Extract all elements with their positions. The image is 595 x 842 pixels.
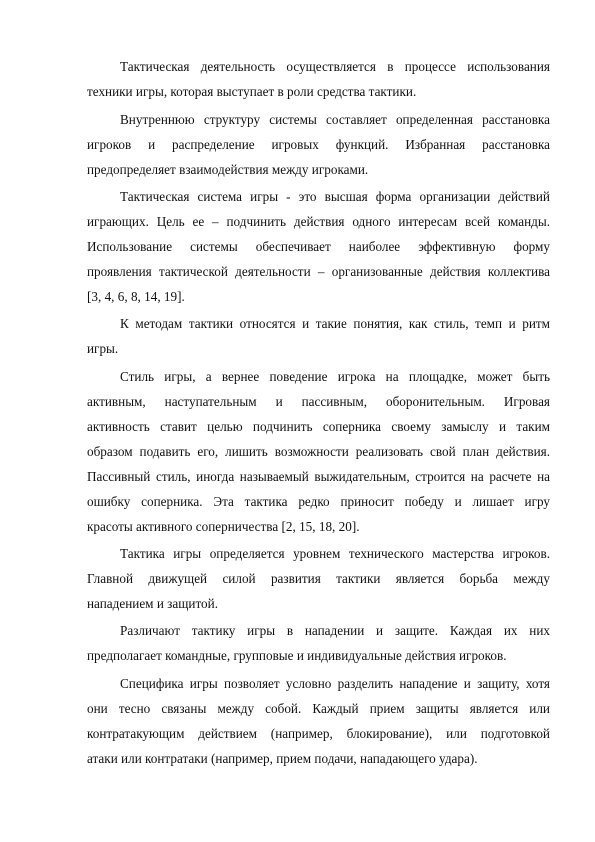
paragraph-3-line-5: [3, 4, 6, 8, 14, 19]. [87,289,185,304]
paragraph-7-line-2: предполагает командные, групповые и индивидуальные действия игроков. [87,648,507,663]
paragraph-1-line-1: Тактическая деятельность осуществляется в процессе использования [120,59,550,74]
paragraph-2-line-1: Внутреннюю структуру системы составляет определенная расстановка [120,112,550,127]
paragraph-5-line-3: активность ставит целью подчинить соперника своему замыслу и таким [87,419,550,434]
paragraph-4-line-1: К методам тактики относятся и такие понятия, как стиль, темп и ритм [120,316,550,331]
paragraph-2-line-3: предопределяет взаимодействия между игроками. [87,162,369,177]
paragraph-8-line-1: Специфика игры позволяет условно разделить нападение и защиту, хотя [120,676,550,691]
paragraph-8-line-3: контратакующим действием (например, блокирование), или подготовкой [87,726,550,741]
paragraph-3-line-2: играющих. Цель ее – подчинить действия одного интересам всей команды. [87,214,550,229]
paragraph-3-line-4: проявления тактической деятельности – организованные действия коллектива [87,264,550,279]
paragraph-6-line-2: Главной движущей силой развития тактики является борьба между [87,571,550,586]
paragraph-4-line-2: игры. [87,341,119,356]
paragraph-2-line-2: игроков и распределение игровых функций. Избранная расстановка [87,137,550,152]
paragraph-3-line-1: Тактическая система игры - это высшая форма организации действий [120,189,550,204]
paragraph-6-line-1: Тактика игры определяется уровнем технического мастерства игроков. [120,546,550,561]
paragraph-5-line-4: образом подавить его, лишить возможности реализовать свой план действия. [87,444,550,459]
paragraph-6-line-3: нападением и защитой. [87,596,218,611]
paragraph-5-line-2: активным, наступательным и пассивным, оборонительным. Игровая [87,394,550,409]
paragraph-5-line-1: Стиль игры, а вернее поведение игрока на площадке, может быть [120,369,550,384]
paragraph-8-line-2: они тесно связаны между собой. Каждый прием защиты является или [87,701,550,716]
paragraph-3-line-3: Использование системы обеспечивает наиболее эффективную форму [87,239,550,254]
paragraph-7-line-1: Различают тактику игры в нападении и защите. Каждая их них [120,623,550,638]
paragraph-1-line-2: техники игры, которая выступает в роли средства тактики. [87,84,417,99]
paragraph-8-line-4: атаки или контратаки (например, прием подачи, нападающего удара). [87,751,478,766]
paragraph-5-line-7: красоты активного соперничества [2, 15, 18, 20]. [87,519,360,534]
paragraph-5-line-6: ошибку соперника. Эта тактика редко приносит победу и лишает игру [87,494,550,509]
paragraph-5-line-5: Пассивный стиль, иногда называемый выжидательным, строится на расчете на [87,469,550,484]
